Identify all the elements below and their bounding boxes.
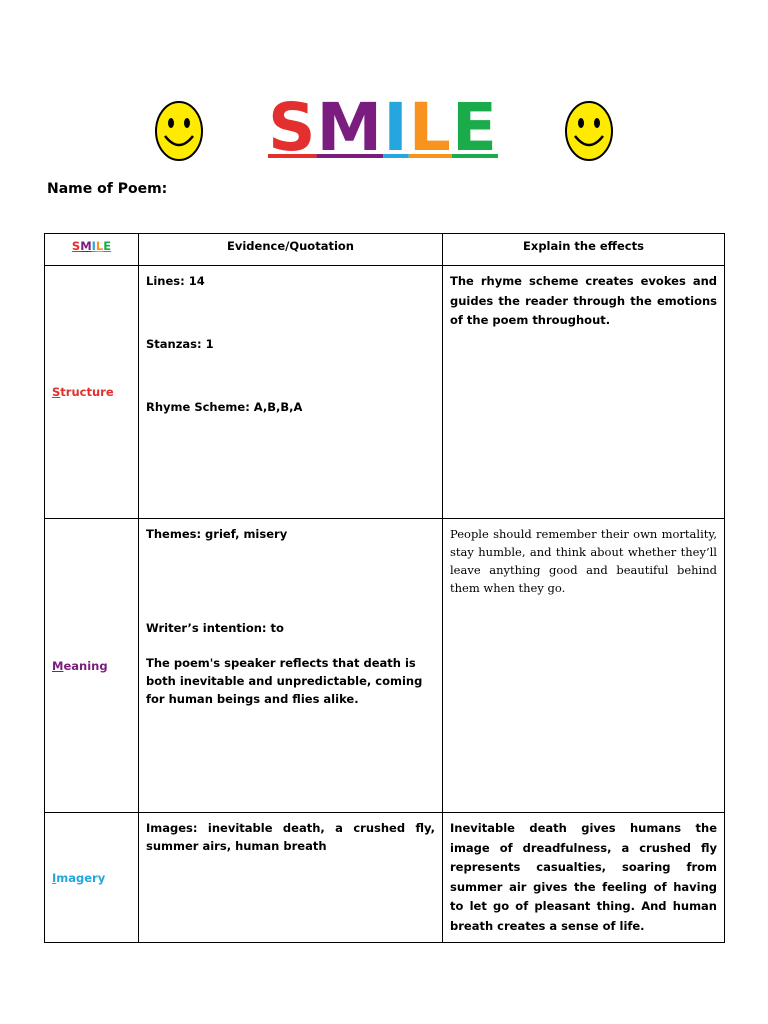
label-rest: eaning — [63, 658, 108, 673]
title-letter: L — [408, 89, 452, 166]
row-label-imagery — [45, 813, 139, 943]
header-letter: S — [71, 239, 81, 253]
title-row — [0, 88, 768, 178]
title-letter: S — [268, 89, 317, 166]
label-rest: magery — [56, 870, 106, 885]
spacer — [146, 353, 435, 398]
smile-table — [44, 233, 725, 943]
table-row-imagery — [45, 813, 725, 943]
title-letter: M — [316, 89, 384, 166]
evidence-reflection: The poem's speaker reflects that death is both inevitable and unpredictable, coming for human beings and flies alike. — [146, 656, 423, 706]
smiley-face-icon — [154, 100, 204, 162]
table-header-row — [45, 234, 725, 266]
label-lead: I — [52, 870, 57, 885]
evidence-meaning — [139, 519, 443, 813]
evidence-rhyme: Rhyme Scheme: A,B,B,A — [146, 400, 303, 414]
header-evidence: Evidence/Quotation — [139, 234, 443, 266]
spacer — [146, 637, 435, 654]
evidence-lines: Lines: 14 — [146, 274, 205, 288]
table-row-meaning — [45, 519, 725, 813]
page-title — [268, 88, 508, 168]
header-letter: I — [91, 239, 96, 253]
evidence-intention: Writer’s intention: to — [146, 621, 284, 635]
evidence-imagery: Images: inevitable death, a crushed fly, summer airs, human breath — [139, 813, 443, 943]
evidence-stanzas: Stanzas: 1 — [146, 337, 214, 351]
header-letter: E — [103, 239, 112, 253]
row-label-structure — [45, 266, 139, 519]
spacer — [146, 290, 435, 335]
poem-name-label: Name of Poem: — [47, 181, 168, 197]
effect-meaning: People should remember their own mortality, stay humble, and think about whether they’ll leave anything good and beautiful behind them when they go. — [443, 519, 725, 813]
evidence-themes: Themes: grief, misery — [146, 527, 288, 541]
header-letter: L — [95, 239, 104, 253]
header-effects: Explain the effects — [443, 234, 725, 266]
title-letter: E — [451, 89, 498, 166]
label-lead: S — [52, 385, 61, 399]
row-label-meaning — [45, 519, 139, 813]
table-row-structure — [45, 266, 725, 519]
effect-imagery: Inevitable death gives humans the image of dreadfulness, a crushed fly represents casualties, soaring from summer air gives the feeling of having to let go of pleasant thing. And human breath creates a sense of life. — [443, 813, 725, 943]
smiley-face-icon — [564, 100, 614, 162]
label-lead: M — [52, 658, 64, 673]
header-letter: M — [80, 239, 92, 253]
title-letter: I — [383, 89, 409, 166]
evidence-structure — [139, 266, 443, 519]
spacer — [146, 543, 435, 619]
effect-structure: The rhyme scheme creates evokes and guides the reader through the emotions of the poem throughout. — [443, 266, 725, 519]
label-rest: tructure — [60, 385, 114, 399]
header-smile — [45, 234, 139, 266]
